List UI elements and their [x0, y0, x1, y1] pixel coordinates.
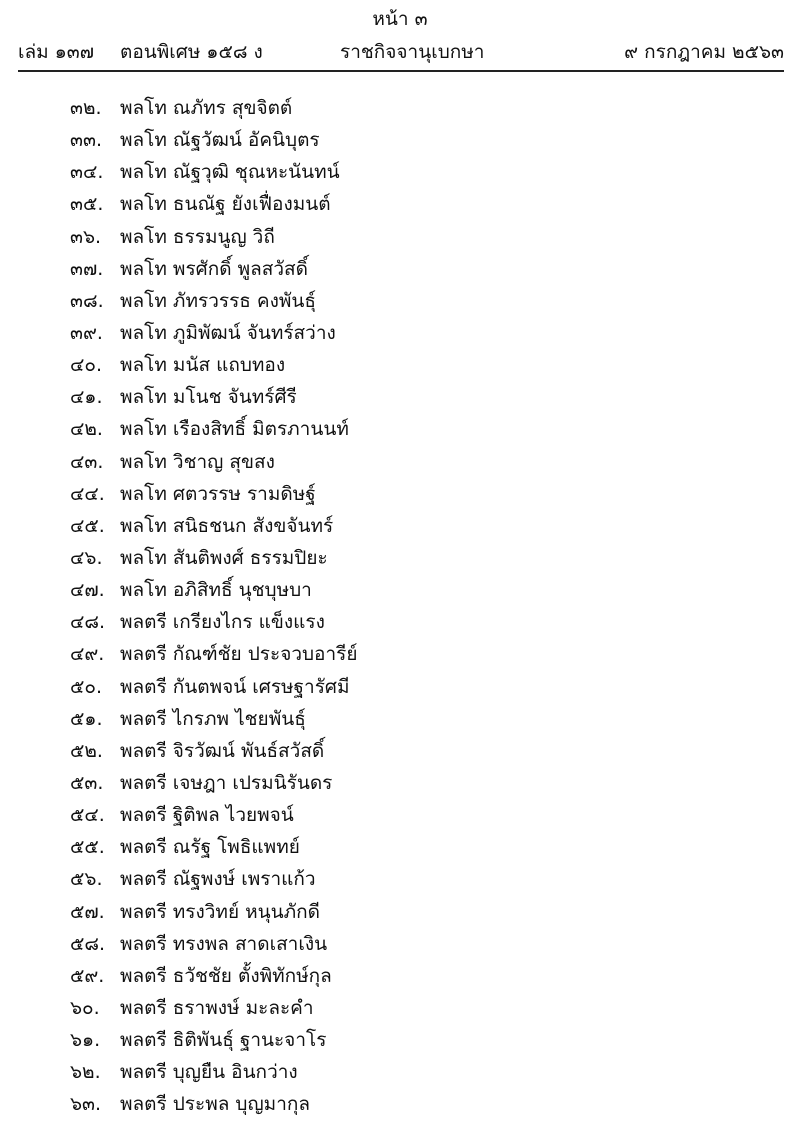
entry-number: ๓๒.	[70, 97, 102, 119]
list-item	[0, 928, 800, 960]
entry-number: ๔๑.	[70, 386, 103, 409]
entry-number: ๕๕.	[70, 836, 105, 859]
entry-name: พลโท ณัฐวุฒิ ชุณหะนันทน์	[120, 161, 340, 184]
entry-name: พลโท ภูมิพัฒน์ จันทร์สว่าง	[120, 321, 336, 344]
list-item	[0, 992, 800, 1024]
entry-number: ๕๒.	[70, 739, 103, 762]
entry-name: พลตรี กันตพจน์ เศรษฐารัศมี	[120, 675, 350, 698]
entry-number: ๔๐.	[70, 354, 103, 377]
entry-number: ๕๗.	[70, 900, 105, 923]
entry-number: ๔๖.	[70, 546, 103, 569]
entry-name: พลโท พรศักดิ์ พูลสวัสดิ์	[120, 257, 308, 280]
page-number: หน้า ๓	[372, 8, 428, 30]
list-item	[0, 896, 800, 928]
list-item	[0, 1088, 800, 1120]
entry-name: พลตรี ประพล บุญมากุล	[120, 1093, 311, 1116]
entry-number: ๕๙.	[70, 964, 105, 987]
list-item	[0, 831, 800, 863]
list-item	[0, 188, 800, 220]
list-item	[0, 960, 800, 992]
entry-name: พลตรี กัณฑ์ชัย ประจวบอารีย์	[120, 643, 358, 666]
entry-name: พลตรี ไกรภพ ไชยพันธุ์	[120, 707, 306, 730]
entry-name: พลโท สันติพงศ์ ธรรมปิยะ	[120, 546, 328, 569]
entry-name: พลโท ธนณัฐ ยังเฟื่องมนต์	[120, 193, 331, 216]
list-item	[0, 446, 800, 478]
entry-name: พลตรี ธิติพันธุ์ ฐานะจาโร	[120, 1029, 327, 1052]
list-item	[0, 799, 800, 831]
entry-number: ๔๙.	[70, 643, 105, 666]
header-issue: ตอนพิเศษ ๑๕๘ ง	[120, 41, 263, 63]
header-divider	[18, 70, 784, 72]
list-item	[0, 92, 800, 124]
entry-number: ๖๒.	[70, 1061, 101, 1084]
list-item	[0, 349, 800, 381]
entry-number: ๓๖.	[70, 225, 102, 248]
entry-name: พลตรี เกรียงไกร แข็งแรง	[120, 611, 325, 634]
entry-name: พลโท เรืองสิทธิ์ มิตรภานนท์	[120, 418, 349, 441]
list-item	[0, 574, 800, 606]
header-publication: ราชกิจจานุเบกษา	[340, 41, 485, 63]
entry-name: พลโท ภัทรวรรธ คงพันธุ์	[120, 289, 317, 312]
header-date: ๙ กรกฎาคม ๒๕๖๓	[624, 41, 784, 63]
list-item	[0, 124, 800, 156]
entry-name: พลโท ณัฐวัฒน์ อัคนิบุตร	[120, 129, 320, 152]
entry-number: ๓๙.	[70, 321, 103, 344]
entry-name: พลโท มโนช จันทร์ศีรี	[120, 386, 297, 409]
list-item	[0, 478, 800, 510]
entry-name: พลตรี ทรงพล สาดเสาเงิน	[120, 932, 328, 955]
entry-number: ๕๑.	[70, 707, 103, 730]
entry-number: ๔๓.	[70, 450, 104, 473]
list-item	[0, 156, 800, 188]
entry-name: พลตรี เจษฎา เปรมนิรันดร	[120, 771, 333, 794]
entry-name: พลตรี จิรวัฒน์ พันธ์สวัสดิ์	[120, 739, 325, 762]
entry-name: พลโท ศตวรรษ รามดิษฐ์	[120, 482, 316, 505]
entry-number: ๓๘.	[70, 289, 104, 312]
entry-name: พลโท อภิสิทธิ์ นุชบุษบา	[120, 579, 312, 602]
entry-name: พลโท ธรรมนูญ วิถี	[120, 225, 275, 248]
list-item	[0, 253, 800, 285]
header-volume: เล่ม ๑๓๗	[18, 41, 95, 63]
entry-number: ๔๔.	[70, 482, 105, 505]
list-item	[0, 381, 800, 413]
list-item	[0, 703, 800, 735]
entry-name: พลโท สนิธชนก สังขจันทร์	[120, 514, 334, 537]
list-item	[0, 767, 800, 799]
list-item	[0, 510, 800, 542]
list-item	[0, 863, 800, 895]
entry-name: พลตรี ธวัชชัย ตั้งพิทักษ์กุล	[120, 964, 332, 987]
list-item	[0, 638, 800, 670]
entry-number: ๓๕.	[70, 193, 104, 216]
list-item	[0, 542, 800, 574]
entry-number: ๖๑.	[70, 1029, 101, 1052]
entry-number: ๔๒.	[70, 418, 103, 441]
entry-number: ๓๓.	[70, 129, 103, 152]
entry-number: ๓๔.	[70, 161, 104, 184]
entry-number: ๓๗.	[70, 257, 104, 280]
list-item	[0, 413, 800, 445]
list-item	[0, 317, 800, 349]
entry-name: พลโท ณภัทร สุขจิตต์	[120, 97, 293, 119]
entry-number: ๔๘.	[70, 611, 106, 634]
entry-name: พลโท มนัส แถบทอง	[120, 354, 286, 377]
entry-number: ๔๕.	[70, 514, 105, 537]
list-item	[0, 1056, 800, 1088]
entry-number: ๔๗.	[70, 579, 105, 602]
entry-number: ๕๘.	[70, 932, 106, 955]
entry-name: พลตรี ทรงวิทย์ หนุนภักดี	[120, 900, 320, 923]
list-item	[0, 1024, 800, 1056]
gazette-header	[18, 38, 784, 66]
entry-number: ๕๐.	[70, 675, 103, 698]
list-item	[0, 671, 800, 703]
list-item	[0, 285, 800, 317]
entry-name: พลตรี บุญยืน อินกว่าง	[120, 1061, 298, 1084]
entry-number: ๕๔.	[70, 804, 105, 827]
entry-number: ๖๐.	[70, 996, 100, 1019]
name-list	[0, 92, 800, 1121]
list-item	[0, 735, 800, 767]
entry-number: ๕๓.	[70, 771, 104, 794]
entry-number: ๖๓.	[70, 1093, 102, 1116]
entry-name: พลตรี ณัฐพงษ์ เพราแก้ว	[120, 868, 316, 891]
list-item	[0, 221, 800, 253]
entry-name: พลตรี ฐิติพล ไวยพจน์	[120, 804, 294, 827]
list-item	[0, 606, 800, 638]
entry-name: พลตรี ณรัฐ โพธิแพทย์	[120, 836, 300, 859]
entry-number: ๕๖.	[70, 868, 103, 891]
entry-name: พลโท วิชาญ สุขสง	[120, 450, 275, 473]
entry-name: พลตรี ธราพงษ์ มะละคำ	[120, 996, 314, 1019]
